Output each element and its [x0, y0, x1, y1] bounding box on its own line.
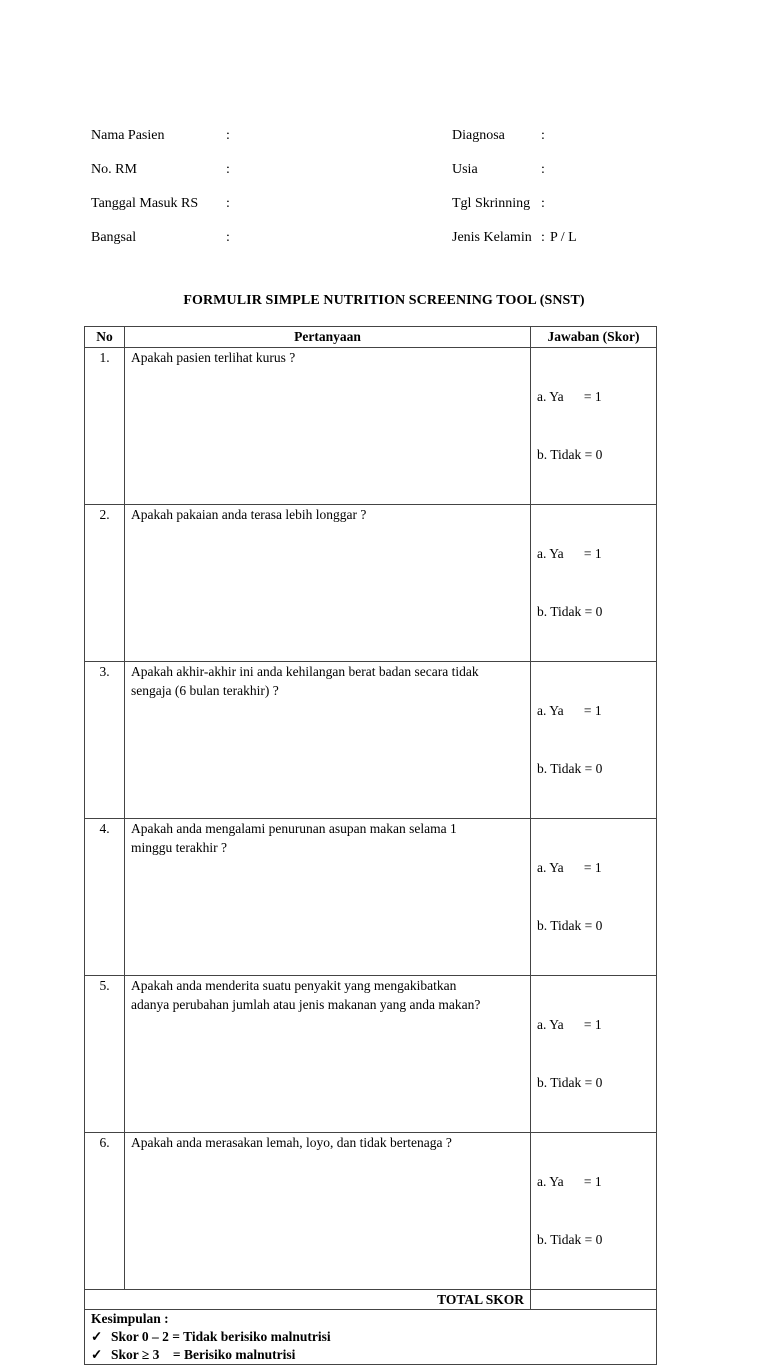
question-line: Apakah anda mengalami penurunan asupan makan selama 1 [131, 820, 457, 836]
table-row [85, 504, 657, 661]
answer-no: b. Tidak = 0 [537, 761, 603, 776]
question-line: Apakah anda merasakan lemah, loyo, dan tidak bertenaga ? [131, 1134, 452, 1150]
answer-no: b. Tidak = 0 [537, 918, 603, 933]
colon: : [226, 128, 230, 143]
label-diagnosa: Diagnosa [452, 128, 505, 143]
table-row [85, 818, 657, 975]
colon: : [226, 196, 230, 211]
label-nama-pasien: Nama Pasien [91, 128, 165, 143]
colon: : [226, 162, 230, 177]
question [125, 347, 531, 504]
answer-options [531, 504, 657, 661]
conclusion-row [85, 1310, 657, 1365]
answer-no: b. Tidak = 0 [537, 1075, 603, 1090]
colon: : [541, 128, 545, 143]
question-line [131, 367, 524, 387]
row-number: 3. [85, 661, 125, 818]
answer-no: b. Tidak = 0 [537, 1232, 603, 1247]
table-row [85, 1132, 657, 1289]
question [125, 504, 531, 661]
answer-options [531, 661, 657, 818]
row-number: 1. [85, 347, 125, 504]
answer-options [531, 1132, 657, 1289]
checkmark-icon: ✓ [91, 1329, 103, 1344]
conclusion-item-text: Skor 0 – 2 = Tidak berisiko malnutrisi [111, 1329, 331, 1344]
row-number: 4. [85, 818, 125, 975]
header-jawaban: Jawaban (Skor) [531, 327, 657, 348]
answer-yes: a. Ya = 1 [537, 702, 602, 718]
label-usia: Usia [452, 162, 478, 177]
row-number: 5. [85, 975, 125, 1132]
total-skor-label: TOTAL SKOR [85, 1289, 531, 1310]
answer-yes: a. Ya = 1 [537, 545, 602, 561]
colon: : [541, 230, 545, 245]
question [125, 1132, 531, 1289]
conclusion-heading: Kesimpulan : [91, 1311, 169, 1326]
label-tgl-skrinning: Tgl Skrinning [452, 196, 531, 211]
label-bangsal: Bangsal [91, 230, 137, 245]
colon: : [541, 162, 545, 177]
colon: : [541, 196, 545, 211]
question-line: adanya perubahan jumlah atau jenis makanan yang anda makan? [131, 997, 481, 1012]
conclusion-item-text: Skor ≥ 3 = Berisiko malnutrisi [111, 1347, 296, 1362]
row-number: 2. [85, 504, 125, 661]
jenis-kelamin-value: P / L [550, 230, 577, 245]
answer-options [531, 818, 657, 975]
conclusion-item [91, 1346, 650, 1364]
snst-table [84, 326, 657, 1365]
question-line: Apakah akhir-akhir ini anda kehilangan berat badan secara tidak [131, 663, 479, 679]
row-number: 6. [85, 1132, 125, 1289]
answer-no: b. Tidak = 0 [537, 447, 603, 462]
colon: : [226, 230, 230, 245]
question-line: Apakah pasien terlihat kurus ? [131, 349, 296, 365]
answer-options [531, 975, 657, 1132]
table-row [85, 975, 657, 1132]
answer-options [531, 347, 657, 504]
answer-yes: a. Ya = 1 [537, 1173, 602, 1189]
question [125, 975, 531, 1132]
label-tanggal-masuk: Tanggal Masuk RS [91, 196, 199, 211]
form-title: FORMULIR SIMPLE NUTRITION SCREENING TOOL (SNST) [183, 293, 585, 308]
header-pertanyaan: Pertanyaan [125, 327, 531, 348]
question-line [131, 524, 524, 544]
label-no-rm: No. RM [91, 162, 137, 177]
table-row [85, 347, 657, 504]
question-line: Apakah pakaian anda terasa lebih longgar ? [131, 506, 367, 522]
answer-yes: a. Ya = 1 [537, 388, 602, 404]
question-line: sengaja (6 bulan terakhir) ? [131, 683, 279, 698]
conclusion [85, 1310, 657, 1365]
answer-no: b. Tidak = 0 [537, 604, 603, 619]
answer-yes: a. Ya = 1 [537, 859, 602, 875]
total-row [85, 1289, 657, 1310]
header-no: No [85, 327, 125, 348]
question [125, 818, 531, 975]
checkmark-icon: ✓ [91, 1347, 103, 1362]
table-header-row [85, 327, 657, 348]
question-line: Apakah anda menderita suatu penyakit yang mengakibatkan [131, 977, 457, 993]
table-row [85, 661, 657, 818]
question-line: minggu terakhir ? [131, 840, 227, 855]
answer-yes: a. Ya = 1 [537, 1016, 602, 1032]
total-skor-value [531, 1289, 657, 1310]
conclusion-item [91, 1328, 650, 1346]
question-line [131, 1152, 524, 1172]
label-jenis-kelamin: Jenis Kelamin [452, 230, 532, 245]
question [125, 661, 531, 818]
